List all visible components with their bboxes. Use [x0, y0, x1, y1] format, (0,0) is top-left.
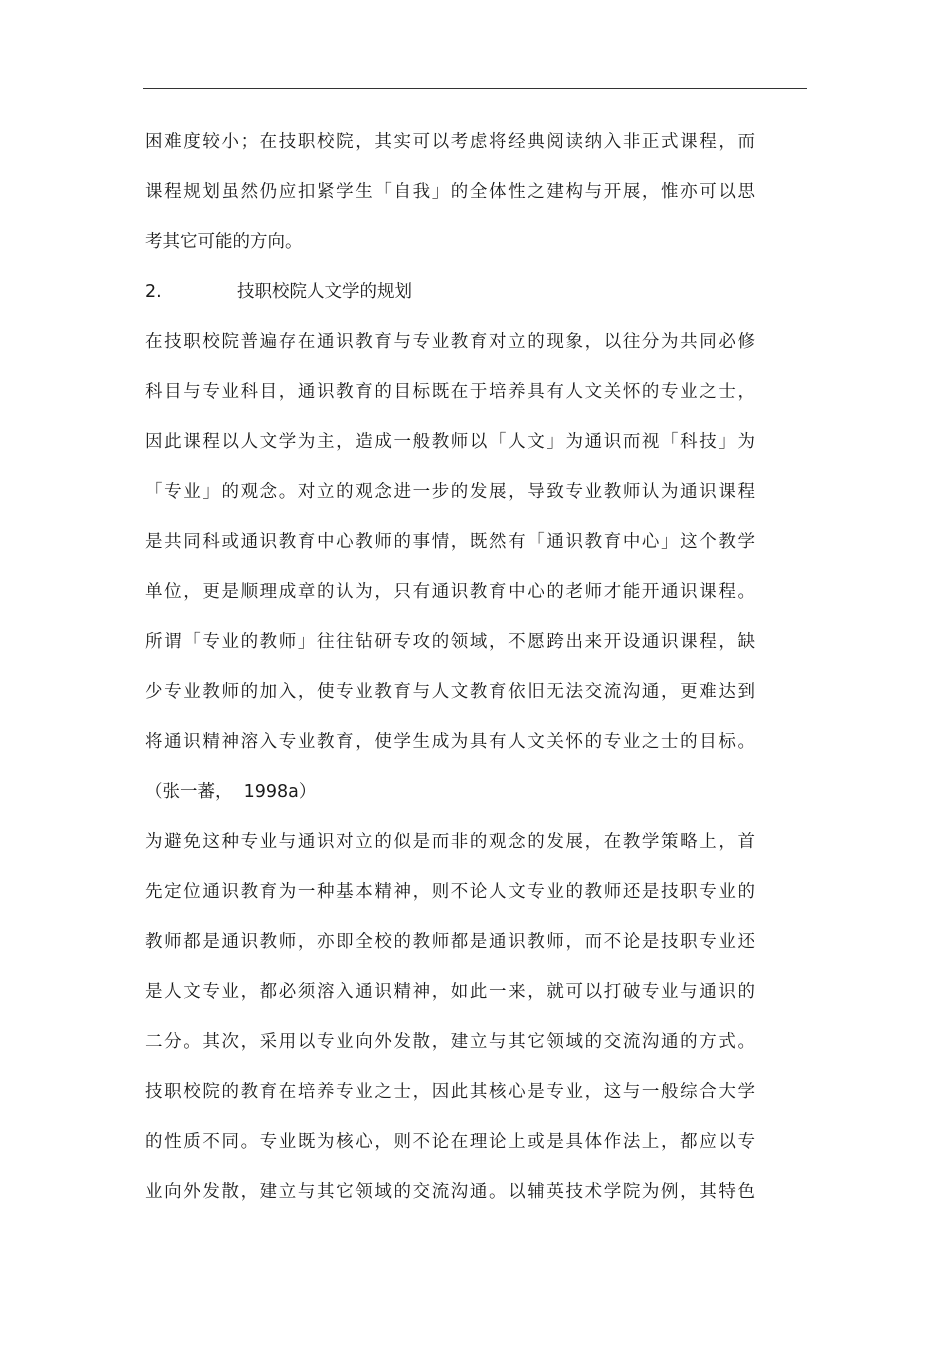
- text-line: 是人文专业，都必须溶入通识精神，如此一来，就可以打破专业与通识的: [145, 982, 755, 1002]
- text-line: 教师都是通识教师，亦即全校的教师都是通识教师，而不论是技职专业还: [145, 932, 755, 952]
- text-line: 课程规划虽然仍应扣紧学生「自我」的全体性之建构与开展，惟亦可以思: [145, 182, 755, 202]
- section-title: 技职校院人文学的规划: [237, 282, 412, 302]
- header-rule: [143, 88, 807, 89]
- text-line: 所谓「专业的教师」往往钻研专攻的领域，不愿跨出来开设通识课程，缺: [145, 632, 755, 652]
- text-line: 二分。其次，采用以专业向外发散，建立与其它领域的交流沟通的方式。: [145, 1032, 755, 1052]
- text-line: 因此课程以人文学为主，造成一般教师以「人文」为通识而视「科技」为: [145, 432, 755, 452]
- text-line: 的性质不同。专业既为核心，则不论在理论上或是具体作法上，都应以专: [145, 1132, 755, 1152]
- text-line: 是共同科或通识教育中心教师的事情，既然有「通识教育中心」这个教学: [145, 532, 755, 552]
- text-line: 先定位通识教育为一种基本精神，则不论人文专业的教师还是技职专业的: [145, 882, 755, 902]
- text-line: 在技职校院普遍存在通识教育与专业教育对立的现象，以往分为共同必修: [145, 332, 755, 352]
- citation-line: （张一蕃， 1998a）: [145, 782, 317, 802]
- text-line: 科目与专业科目，通识教育的目标既在于培养具有人文关怀的专业之士，: [145, 382, 755, 402]
- text-line: 「专业」的观念。对立的观念进一步的发展，导致专业教师认为通识课程: [145, 482, 755, 502]
- text-line: 技职校院的教育在培养专业之士，因此其核心是专业，这与一般综合大学: [145, 1082, 755, 1102]
- text-line: 业向外发散，建立与其它领域的交流沟通。以辅英技术学院为例，其特色: [145, 1182, 755, 1202]
- section-number: 2.: [145, 282, 162, 302]
- text-line: 少专业教师的加入，使专业教育与人文教育依旧无法交流沟通，更难达到: [145, 682, 755, 702]
- text-line: 为避免这种专业与通识对立的似是而非的观念的发展，在教学策略上，首: [145, 832, 755, 852]
- body-text: [145, 117, 755, 1217]
- text-line: 单位，更是顺理成章的认为，只有通识教育中心的老师才能开通识课程。: [145, 582, 755, 602]
- text-line: 将通识精神溶入专业教育，使学生成为具有人文关怀的专业之士的目标。: [145, 732, 755, 752]
- section-heading: [145, 267, 755, 317]
- text-line: 困难度较小；在技职校院，其实可以考虑将经典阅读纳入非正式课程，而: [145, 132, 755, 152]
- text-line: 考其它可能的方向。: [145, 232, 303, 252]
